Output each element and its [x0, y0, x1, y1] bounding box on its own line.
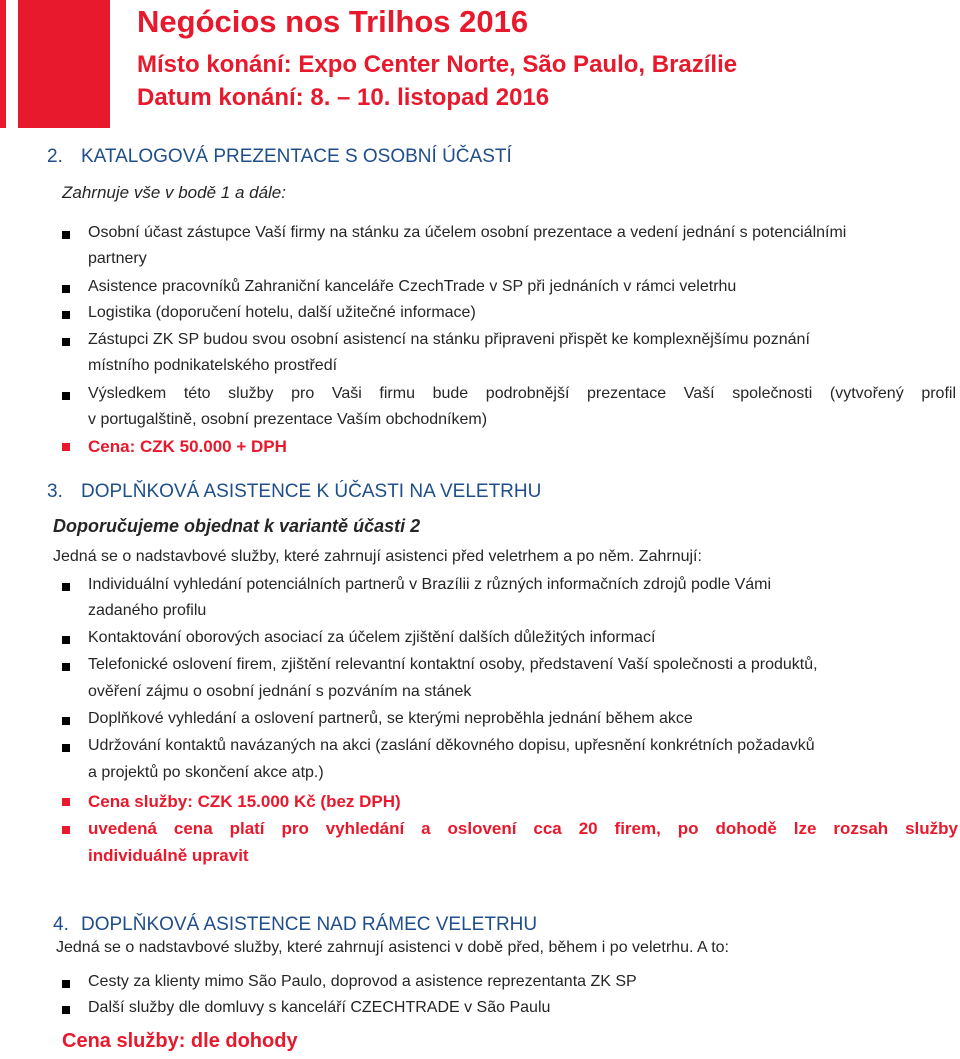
- section2-item-3: Logistika (doporučení hotelu, další užitečné informace): [88, 304, 476, 321]
- section2-item-5: Výsledkem této služby pro Vaši firmu bude podrobnější prezentace Vaší společnosti (vytvořený profil: [88, 385, 956, 402]
- bullet-icon: [62, 583, 70, 591]
- section4-item-2: Další služby dle domluvy s kanceláří CZECHTRADE v São Paulu: [88, 999, 551, 1016]
- bullet-icon: [62, 663, 70, 671]
- bullet-icon: [62, 744, 70, 752]
- venue-line: Místo konání: Expo Center Norte, São Paulo, Brazílie: [137, 51, 738, 78]
- bullet-icon: [62, 338, 70, 346]
- section4-number: 4.: [53, 914, 69, 935]
- section3-note: uvedená cena platí pro vyhledání a oslovení cca 20 firem, po dohodě lze rozsah služby: [88, 819, 958, 838]
- bullet-icon: [62, 980, 70, 988]
- section3-item-5-cont: a projektů po skončení akce atp.): [88, 764, 324, 781]
- section2-item-5-cont: v portugalštině, osobní prezentace Vaším obchodníkem): [88, 411, 488, 428]
- section2-item-1: Osobní účast zástupce Vaší firmy na stánku za účelem osobní prezentace a vedení jednání s potenciálními: [88, 224, 847, 241]
- section3-item-1-cont: zadaného profilu: [88, 602, 207, 619]
- section4-price: Cena služby: dle dohody: [62, 1030, 298, 1052]
- section3-item-1: Individuální vyhledání potenciálních partnerů v Brazílii z různých informačních zdrojů podle Vámi: [88, 576, 772, 593]
- bullet-icon: [62, 798, 70, 806]
- section2-price: Cena: CZK 50.000 + DPH: [88, 437, 287, 456]
- bullet-icon: [62, 285, 70, 293]
- section2-item-1-cont: partnery: [88, 250, 147, 267]
- bullet-icon: [62, 636, 70, 644]
- section3-number: 3.: [47, 481, 63, 502]
- section3-price: Cena služby: CZK 15.000 Kč (bez DPH): [88, 792, 401, 811]
- section3-item-3-cont: ověření zájmu o osobní jednání s pozváním na stánek: [88, 683, 472, 700]
- section3-item-5: Udržování kontaktů navázaných na akci (zaslání děkovného dopisu, upřesnění konkrétních požadavků: [88, 737, 815, 754]
- section2-item-4: Zástupci ZK SP budou svou osobní asistencí na stánku připraveni přispět ke komplexnějšímu poznání: [88, 331, 810, 348]
- bullet-icon: [62, 717, 70, 725]
- section4-intro: Jedná se o nadstavbové služby, které zahrnují asistenci v době před, během i po veletrhu. A to:: [56, 939, 729, 956]
- section2-item-4-cont: místního podnikatelského prostředí: [88, 357, 338, 374]
- section4-item-1: Cesty za klienty mimo São Paulo, doprovod a asistence reprezentanta ZK SP: [88, 973, 637, 990]
- section4-title: DOPLŇKOVÁ ASISTENCE NAD RÁMEC VELETRHU: [81, 914, 538, 935]
- section2-title: KATALOGOVÁ PREZENTACE S OSOBNÍ ÚČASTÍ: [81, 146, 512, 167]
- section2-item-2: Asistence pracovníků Zahraniční kanceláře CzechTrade v SP při jednáních v rámci veletrhu: [88, 278, 737, 295]
- section2-intro: Zahrnuje vše v bodě 1 a dále:: [62, 183, 286, 202]
- section3-title: DOPLŇKOVÁ ASISTENCE K ÚČASTI NA VELETRHU: [81, 481, 542, 502]
- section3-item-2: Kontaktování oborových asociací za účelem zjištění dalších důležitých informací: [88, 629, 656, 646]
- bullet-icon: [62, 826, 70, 834]
- bullet-icon: [62, 392, 70, 400]
- section3-intro: Jedná se o nadstavbové služby, které zahrnují asistenci před veletrhem a po něm. Zahrnují:: [53, 548, 702, 565]
- date-line: Datum konání: 8. – 10. listopad 2016: [137, 84, 550, 111]
- bullet-icon: [62, 443, 70, 451]
- section2-number: 2.: [47, 146, 63, 167]
- bullet-icon: [62, 1006, 70, 1014]
- bullet-icon: [62, 231, 70, 239]
- section3-note-cont: individuálně upravit: [88, 846, 249, 865]
- section3-recommendation: Doporučujeme objednat k variantě účasti 2: [53, 516, 421, 536]
- logo-stripe: [6, 0, 18, 128]
- section3-item-3: Telefonické oslovení firem, zjištění relevantní kontaktní osoby, představení Vaší společnosti a produktů,: [88, 656, 818, 673]
- section3-item-4: Doplňkové vyhledání a oslovení partnerů, se kterými neproběhla jednání během akce: [88, 710, 693, 727]
- bullet-icon: [62, 311, 70, 319]
- page-title: Negócios nos Trilhos 2016: [137, 4, 529, 39]
